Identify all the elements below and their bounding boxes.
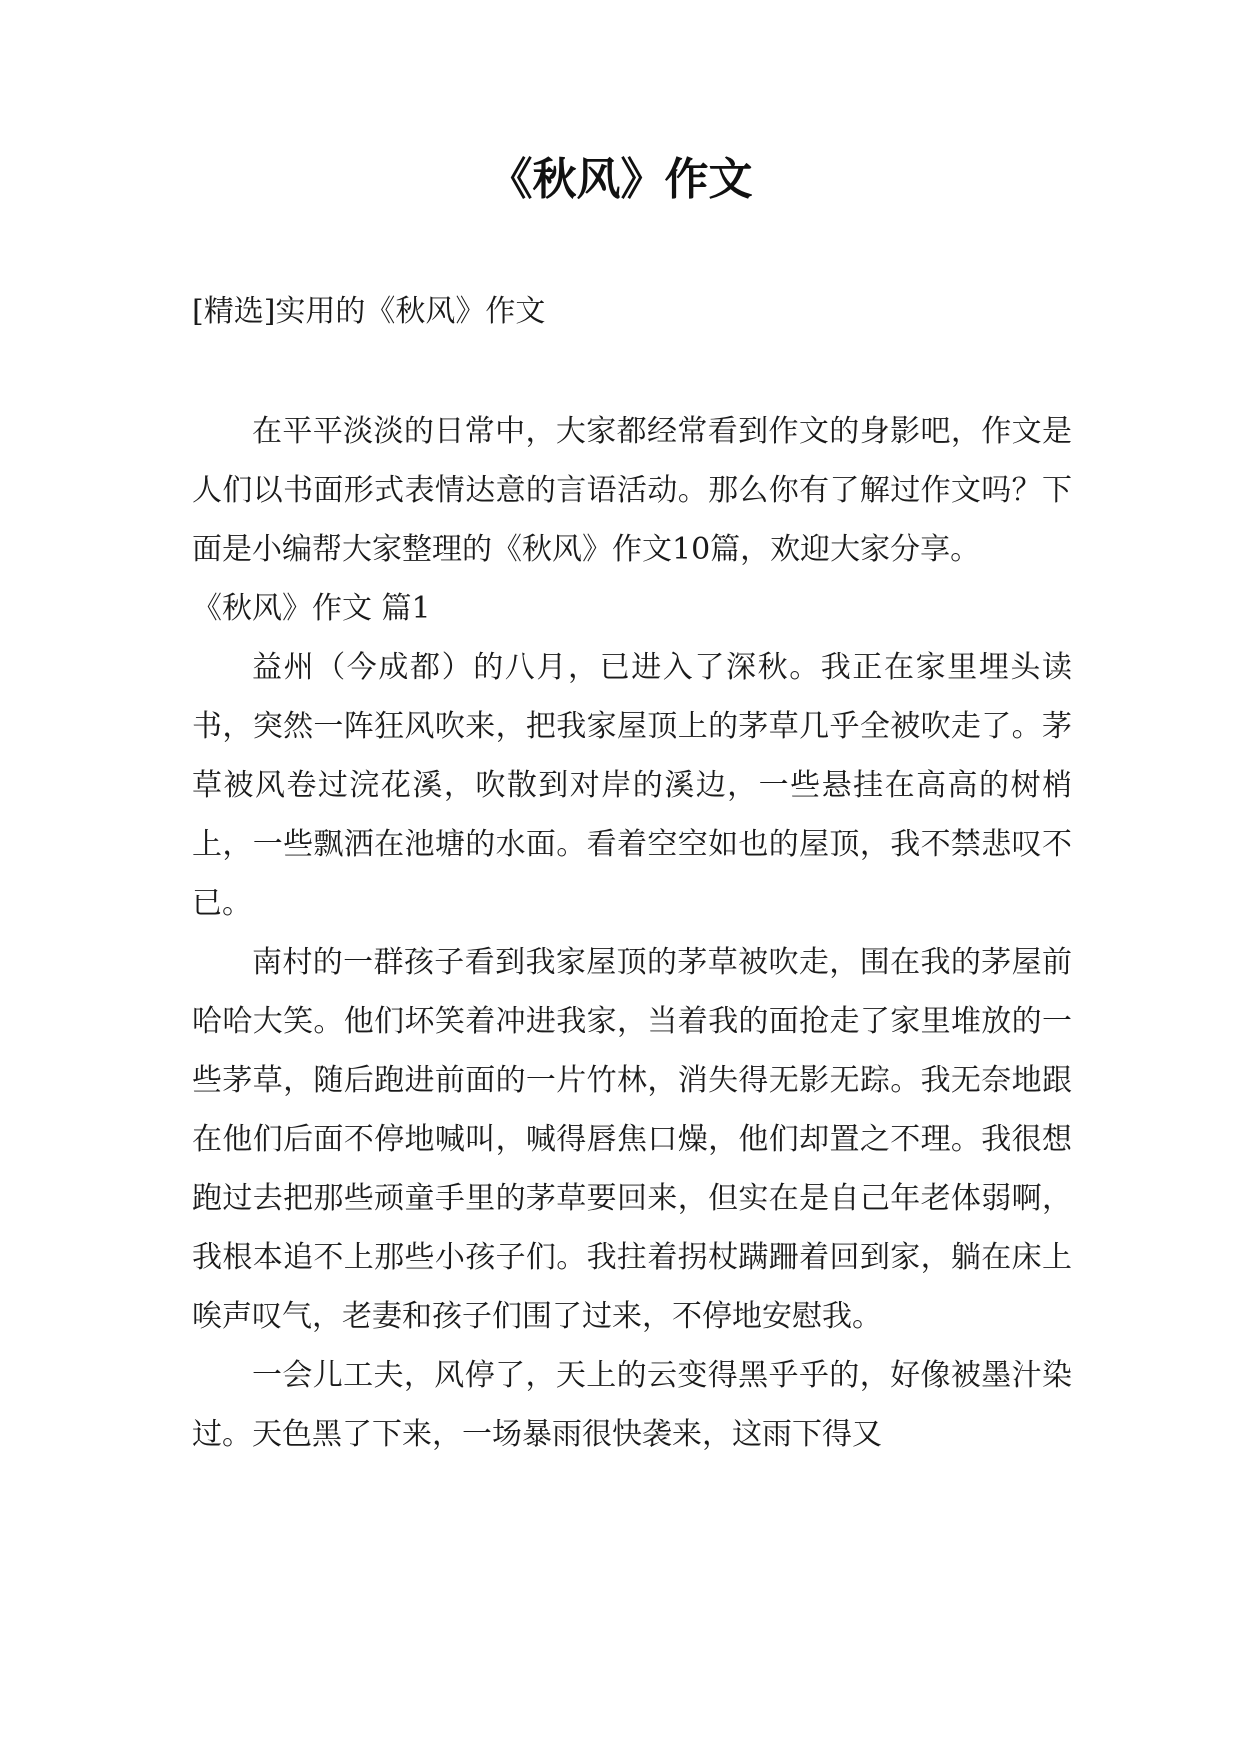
body-paragraph-1: 益州（今成都）的八月，已进入了深秋。我正在家里埋头读书，突然一阵狂风吹来，把我家屋顶上的茅草几乎全被吹走了。茅草被风卷过浣花溪，吹散到对岸的溪边，一些悬挂在高高的树梢上，一些飘洒在池塘的水面。看着空空如也的屋顶，我不禁悲叹不已。 [192, 650, 1072, 921]
section-heading: 《秋风》作文 篇1 [192, 591, 431, 626]
document-body [192, 402, 1072, 1464]
document-title: 《秋风》作文 [488, 154, 753, 205]
body-paragraph-3: 一会儿工夫，风停了，天上的云变得黑乎乎的，好像被墨汁染过。天色黑了下来，一场暴雨很快袭来，这雨下得又 [192, 1358, 1072, 1452]
document-subtitle: [精选]实用的《秋风》作文 [192, 294, 546, 329]
body-paragraph-2: 南村的一群孩子看到我家屋顶的茅草被吹走，围在我的茅屋前哈哈大笑。他们坏笑着冲进我家，当着我的面抢走了家里堆放的一些茅草，随后跑进前面的一片竹林，消失得无影无踪。我无奈地跟在他们后面不停地喊叫，喊得唇焦口燥，他们却置之不理。我很想跑过去把那些顽童手里的茅草要回来，但实在是自己年老体弱啊，我根本追不上那些小孩子们。我拄着拐杖蹒跚着回到家，躺在床上唉声叹气，老妻和孩子们围了过来，不停地安慰我。 [192, 945, 1072, 1334]
intro-paragraph: 在平平淡淡的日常中，大家都经常看到作文的身影吧，作文是人们以书面形式表情达意的言语活动。那么你有了解过作文吗？下面是小编帮大家整理的《秋风》作文10篇，欢迎大家分享。 [192, 414, 1072, 567]
